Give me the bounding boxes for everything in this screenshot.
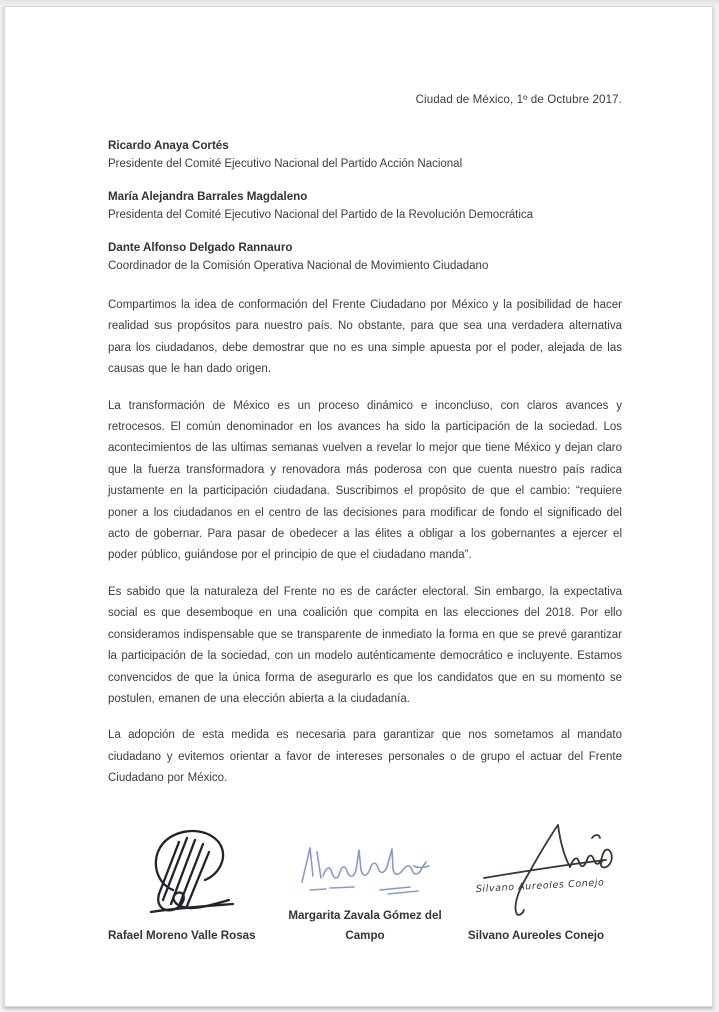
paragraph-3: Es sabido que la naturaleza del Frente no es de carácter electoral. Sin embargo, la expectativa social es que desemboque en una coalición que compita en las elecciones del 2018. Por ello consideramos indispensable que se transparente de inmediato la forma en que se prevé garantizar la participación de la sociedad, con un modelo auténticamente democrático e incluyente. Estamos convencidos de que la única forma de asegurarlo es que los candidatos que en su momento se postulen, emanen de una elección abierta a la ciudadanía. (108, 585, 622, 705)
recipient-dante-delgado (108, 238, 622, 276)
recipient-title: Presidente del Comité Ejecutivo Nacional del Partido Acción Nacional (108, 158, 463, 170)
signature-silvano-aureoles-ink (454, 820, 618, 920)
recipient-title: Coordinador de la Comisión Operativa Nacional de Movimiento Ciudadano (108, 260, 489, 272)
signer-name: Rafael Moreno Valle Rosas (108, 928, 256, 942)
recipient-title: Presidenta del Comité Ejecutivo Nacional del Partido de la Revolución Democrática (108, 209, 534, 221)
recipient-name: Dante Alfonso Delgado Rannauro (108, 241, 293, 254)
signer-silvano-aureoles (450, 820, 622, 946)
paragraph-4: La adopción de esta medida es necesaria para garantizar que nos sometamos al mandato ciudadano y evitemos orientar a favor de intereses personales o de grupo el actuar del Frente Ciudadano por México. (108, 729, 622, 785)
signer-margarita-zavala (286, 838, 444, 946)
signature-script-text: Silvano Aureoles Conejo (475, 876, 605, 895)
recipient-maria-barrales (108, 187, 622, 225)
paragraph-2: La transformación de México es un proceso dinámico e inconcluso, con claros avances y retrocesos. El común denominador en los avances ha sido la participación de la sociedad. Los acontecimientos de las ultimas semanas vuelven a revelar lo mejor que tiene México y dejan claro que la fuerza transformadora y renovadora más poderosa con que cuenta nuestro país radica justamente en la participación ciudadana. Suscribimos el propósito de que el cambio: “requiere poner a los ciudadanos en el centro de las decisiones para modificar de fondo el significado del acto de gobernar. Para pasar de obedecer a las élites a obligar a los gobernantes a ejercer el poder público, guiándose por el principio de que el ciudadano manda”. (108, 399, 622, 562)
signature-block (108, 820, 622, 946)
letter-page (4, 6, 713, 1007)
letter-body (108, 295, 622, 790)
recipients-block (108, 136, 622, 276)
signer-name: Silvano Aureoles Conejo (467, 928, 605, 942)
date-line: Ciudad de México, 1º de Octubre 2017. (415, 93, 622, 106)
signer-rafael-moreno (108, 824, 280, 946)
paragraph-1: Compartimos la idea de conformación del Frente Ciudadano por México y la posibilidad de hacer realidad sus propósitos para nuestro país. No obstante, para que sea una verdadera alternativa para los ciudadanos, debe demostrar que no es una simple apuesta por el poder, alejada de las causas que le han dado origen. (108, 299, 622, 376)
recipient-name: Ricardo Anaya Cortés (108, 139, 229, 152)
recipient-ricardo-anaya (108, 136, 622, 174)
signature-margarita-zavala-ink (296, 838, 434, 900)
letter-content (108, 7, 622, 946)
signature-rafael-moreno-ink (129, 824, 259, 920)
signer-name: Margarita Zavala Gómez del Campo (288, 908, 442, 942)
recipient-name: María Alejandra Barrales Magdaleno (108, 190, 308, 203)
